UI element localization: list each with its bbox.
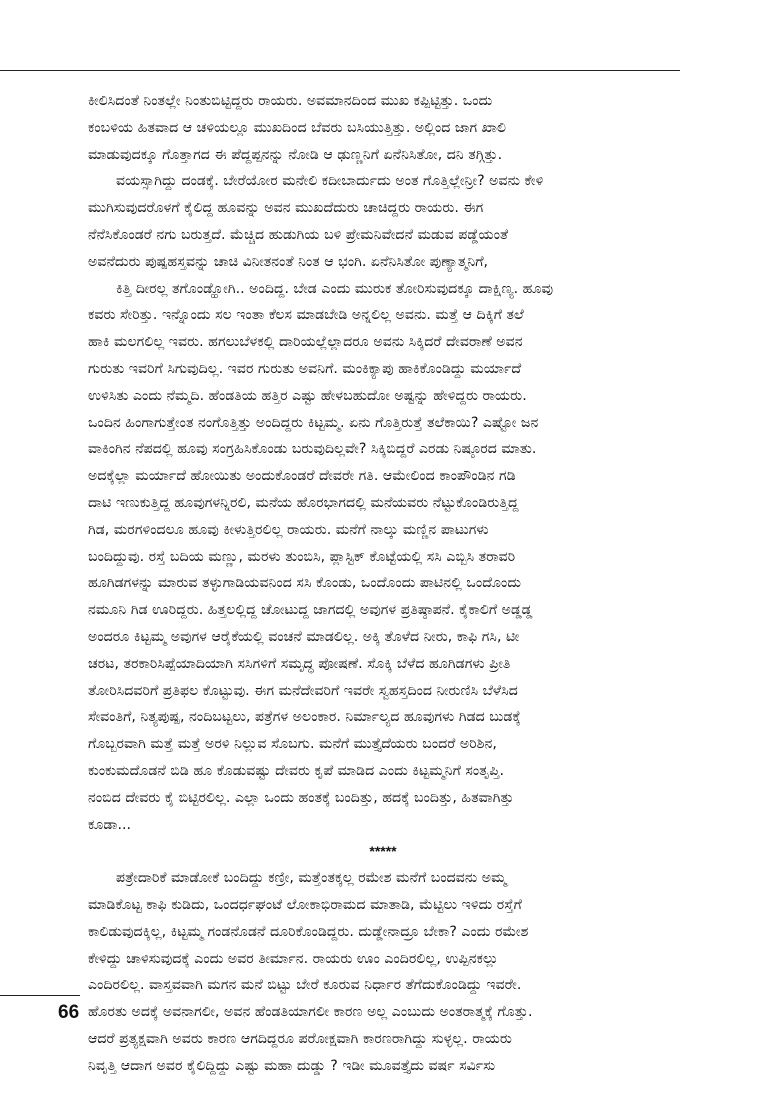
text-line: ಕುಂಕುಮದೊಡನೆ ಬಿಡಿ ಹೂ ಕೊಡುವಷ್ಟು ದೇವರು ಕೃಪೆ ಮಾಡಿದ ಎಂದು ಕಿಟ್ಟಮ್ಮನಿಗೆ ಸಂತೃಪ್ತಿ. (88, 762, 505, 779)
text-line: ತೋರಿಸಿದವರಿಗೆ ಪ್ರತಿಫಲ ಕೊಟ್ಟುವು. ಈಗ ಮನೆದೇವರಿಗೆ ಇವರೇ ಸ್ವಹಸ್ತದಿಂದ ನೀರುಣಿಸಿ ಬೆಳೆಸಿದ (88, 682, 518, 699)
text-line: ಬಂದಿದ್ದುವು. ರಸ್ತೆ ಬದಿಯ ಮಣ್ಣು, ಮರಳು ತುಂಬಿಸಿ, ಪ್ಲಾಸ್ಟಿಕ್ ಕೊಟ್ಟೆಯಲ್ಲಿ ಸಸಿ ಎಬ್ಬಿಸಿ ತರಾವರಿ (88, 548, 516, 565)
text-line: ನೆನೆಸಿಕೊಂಡರೆ ನಗು ಬರುತ್ತದೆ. ಮೆಚ್ಚಿದ ಹುಡುಗಿಯ ಬಳಿ ಪ್ರೇಮನಿವೇದನೆ ಮಡುವ ಪಡ್ಡೆಯಂತೆ (88, 226, 509, 243)
text-line: ಮಾಡುವುದಕ್ಕೂ ಗೊತ್ತಾಗದ ಈ ಪೆದ್ದಪ್ಪನನ್ನು ನೋಡಿ ಆ ಢುಣ್ಣನಿಗೆ ಏನೆನಿಸಿತೋ, ದನಿ ತಗ್ಗಿತ್ತು. (88, 146, 503, 163)
footer-rule (0, 995, 80, 996)
text-line: ನಿವೃತ್ತಿ ಆದಾಗ ಅವರ ಕೈಲಿದ್ದಿದ್ದು ಎಷ್ಟು ಮಹಾ ದುಡ್ಡು ? ಇಡೀ ಮೂವತ್ತೈದು ವರ್ಷ ಸರ್ವಿಸು (88, 1057, 496, 1074)
text-line: ಉಳಿಸಿತು ಎಂದು ನೆಮ್ಮದಿ. ಹೆಂಡತಿಯ ಹತ್ತಿರ ಎಷ್ಟು ಹೇಳಬಹುದೋ ಅಷ್ಟನ್ನು ಹೇಳಿದ್ದರು ರಾಯರು. (88, 387, 527, 404)
text-line: ಚರಟ, ತರಕಾರಿಸಿಪ್ಪೆಯಾದಿಯಾಗಿ ಸಸಿಗಳಿಗೆ ಸಮೃದ್ಧ ಪೋಷಣೆ. ಸೊಕ್ಕಿ ಬೆಳೆದ ಹೂಗಿಡಗಳು ಪ್ರೀತಿ (88, 655, 511, 672)
paragraph (88, 865, 678, 1079)
text-line: ಗೊಬ್ಬರವಾಗಿ ಮತ್ತೆ ಮತ್ತೆ ಅರಳಿ ನಿಲ್ಲುವ ಸೊಬಗು. ಮನೆಗೆ ಮುತ್ತೈದೆಯರು ಬಂದರೆ ಅರಿಶಿನ, (88, 736, 497, 753)
text-line: ಎಂದಿರಲಿಲ್ಲ. ವಾಸ್ತವವಾಗಿ ಮಗನ ಮನೆ ಬಿಟ್ಟು ಬೇರೆ ಕೂರುವ ನಿರ್ಧಾರ ತೆಗೆದುಕೊಂಡಿದ್ದು ಇವರೇ. (88, 977, 522, 994)
page-number: 66 (58, 1002, 80, 1023)
paragraph (88, 276, 678, 839)
text-line: ಮಾಡಿಕೊಟ್ಟ ಕಾಫಿ ಕುಡಿದು, ಒಂದರ್ಧಘಂಟೆ ಲೋಕಾಭಿರಾಮದ ಮಾತಾಡಿ, ಮೆಟ್ಟಿಲು ಇಳಿದು ರಸ್ತೆಗೆ (88, 896, 522, 913)
text-line: ಒಂದಿನ ಹಿಂಗಾಗುತ್ತೇಂತ ನಂಗೊತ್ತಿತ್ತು ಅಂದಿದ್ದರು ಕಿಟ್ಟಮ್ಮ. ಏನು ಗೊತ್ತಿರುತ್ತೆ ತಲೆಕಾಯಿ? ಎಷ್ಟೋ ಜನ (88, 414, 539, 431)
text-line: ಗುರುತು ಇವರಿಗೆ ಸಿಗುವುದಿಲ್ಲ. ಇವರ ಗುರುತು ಅವನಿಗೆ. ಮಂಕಿಕ್ಯಾಪು ಹಾಕಿಕೊಂಡಿದ್ದು ಮರ್ಯಾದೆ (88, 360, 522, 377)
text-line: ಹೊರತು ಅದಕ್ಕೆ ಅವನಾಗಲೀ, ಅವನ ಹೆಂಡತಿಯಾಗಲೀ ಕಾರಣ ಅಲ್ಲ ಎಂಬುದು ಅಂತರಾತ್ಮಕ್ಕೆ ಗೊತ್ತು. (88, 1004, 533, 1021)
text-line: ಅವನೆದುರು ಪುಷ್ಪಹಸ್ತವನ್ನು ಚಾಚಿ ವಿನೀತನಂತೆ ನಿಂತ ಆ ಭಂಗಿ. ಏನೆನಿಸಿತೋ ಪುಣ್ಯಾತ್ಮನಿಗೆ, (88, 253, 489, 270)
text-line: ಹಾಕಿ ಮಲಗಲಿಲ್ಲ ಇವರು. ಹಗಲುಬೆಳಕಲ್ಲಿ ದಾರಿಯಲ್ಲೆಲ್ಲಾದರೂ ಅವನು ಸಿಕ್ಕಿದರೆ ದೇವರಾಣೆ ಅವನ (88, 334, 523, 351)
text-line: ವಯಸ್ಸಾಗಿದ್ದು ದಂಡಕ್ಕೆ. ಬೇರೆಯೋರ ಮನೇಲಿ ಕದೀಬಾರ್ದುದು ಅಂತ ಗೊತ್ತಿಲ್ಲೇನ್ರೀ? ಅವನು ಕೇಳಿ (116, 173, 544, 190)
text-line: ಅಂದರೂ ಕಿಟ್ಟಮ್ಮ ಅವುಗಳ ಆರೈಕೆಯಲ್ಲಿ ವಂಚನೆ ಮಾಡಲಿಲ್ಲ. ಅಕ್ಕಿ ತೊಳೆದ ನೀರು, ಕಾಫಿ ಗಸಿ, ಟೀ (88, 628, 520, 645)
text-line: ಕೂಡಾ... (88, 816, 132, 833)
paragraph (88, 168, 678, 275)
header-rule (0, 70, 680, 71)
text-line: ಪತ್ರೇದಾರಿಕೆ ಮಾಡೋಕೆ ಬಂದಿದ್ದು ಕಣ್ರೀ, ಮತ್ತೆಂತಕ್ಕಲ್ಲ ರಮೇಶ ಮನೆಗೆ ಬಂದವನು ಅಮ್ಮ (116, 870, 507, 887)
text-line: ಹೂಗಿಡಗಳನ್ನು ಮಾರುವ ತಳ್ಳುಗಾಡಿಯವನಿಂದ ಸಸಿ ಕೊಂಡು, ಒಂದೊಂದು ಪಾಟಿನಲ್ಲಿ ಒಂದೊಂದು (88, 575, 521, 592)
text-line: ಕಂಬಳಿಯ ಹಿತವಾದ ಆ ಚಳಿಯಲ್ಲೂ ಮುಖದಿಂದ ಬೆವರು ಬಸಿಯುತ್ತಿತ್ತು. ಅಲ್ಲಿಂದ ಜಾಗ ಖಾಲಿ (88, 119, 507, 136)
text-line: ಕಿತ್ತಿ ದೀರಲ್ಲ ತಗೊಂಡ್ಹೋಗಿ.. ಅಂದಿದ್ದ. ಬೇಡ ಎಂದು ಮುರುಕ ತೋರಿಸುವುದಕ್ಕೂ ದಾಕ್ಷಿಣ್ಯ. ಹೂವು (116, 280, 554, 297)
text-line: ಕವರು ಸೇರಿತ್ತು. ಇನ್ನೊಂದು ಸಲ ಇಂತಾ ಕೆಲಸ ಮಾಡಬೇಡಿ ಅನ್ನಲಿಲ್ಲ ಅವನು. ಮತ್ತೆ ಆ ದಿಕ್ಕಿಗೆ ತಲೆ (88, 307, 524, 324)
text-line: ವಾಕಿಂಗಿನ ನೆಪದಲ್ಲಿ ಹೂವು ಸಂಗ್ರಹಿಸಿಕೊಂಡು ಬರುವುದಿಲ್ಲವೇ? ಸಿಕ್ಕಿಬಿದ್ದರೆ ಎರಡು ನಿಷ್ಠೂರದ ಮಾತು. (88, 441, 537, 458)
paragraph (88, 88, 678, 168)
text-line: ನಂಬಿದ ದೇವರು ಕೈ ಬಿಟ್ಟಿರಲಿಲ್ಲ. ಎಲ್ಲಾ ಒಂದು ಹಂತಕ್ಕೆ ಬಂದಿತ್ತು, ಹದಕ್ಕೆ ಬಂದಿತ್ತು, ಹಿತವಾಗಿತ್ತು (88, 789, 514, 806)
section-separator: ***** (369, 843, 397, 860)
text-line: ದಾಟಿ ಇಣುಕುತ್ತಿದ್ದ ಹೂವುಗಳನ್ನಿರಲಿ, ಮನೆಯ ಹೊರಭಾಗದಲ್ಲಿ ಮನೆಯವರು ನೆಟ್ಟುಕೊಂಡಿರುತ್ತಿದ್ದ (88, 494, 519, 511)
text-line: ಆದರೆ ಪ್ರತ್ಯಕ್ಷವಾಗಿ ಅವರು ಕಾರಣ ಆಗದಿದ್ದರೂ ಪರೋಕ್ಷವಾಗಿ ಕಾರಣರಾಗಿದ್ದು ಸುಳ್ಳಲ್ಲ. ರಾಯರು (88, 1030, 512, 1047)
page-body (88, 88, 678, 1079)
text-line: ಕಾಲಿಡುವುದಕ್ಕಿಲ್ಲ, ಕಿಟ್ಟಮ್ಮ ಗಂಡನೊಡನೆ ದೂರಿಕೊಂಡಿದ್ದರು. ದುಡ್ಡೇನಾದ್ರೂ ಬೇಕಾ? ಎಂದು ರಮೇಶ (88, 923, 529, 940)
text-line: ಕೀಲಿಸಿದಂತೆ ನಿಂತಲ್ಲೇ ನಿಂತುಬಿಟ್ಟಿದ್ದರು ರಾಯರು. ಅವಮಾನದಿಂದ ಮುಖ ಕಪ್ಪಿಟ್ಟಿತ್ತು. ಒಂದು (88, 93, 493, 109)
text-line: ನಮೂನಿ ಗಿಡ ಊರಿದ್ದರು. ಹಿತ್ತಲಲ್ಲಿದ್ದ ಚೋಟುದ್ದ ಜಾಗದಲ್ಲಿ ಅವುಗಳ ಪ್ರತಿಷ್ಠಾಪನೆ. ಕೈಕಾಲಿಗೆ ಅಡ್ಡಡ್ಡ (88, 602, 533, 619)
text-line: ಮುಗಿಸುವುದರೊಳಗೆ ಕೈಲಿದ್ದ ಹೂವನ್ನು ಅವನ ಮುಖದೆದುರು ಚಾಚಿದ್ದರು ರಾಯರು. ಈಗ (88, 200, 484, 217)
text-line: ಅದಕ್ಕೆಲ್ಲಾ ಮರ್ಯಾದೆ ಹೋಯಿತು ಅಂದುಕೊಂಡರೆ ದೇವರೇ ಗತಿ. ಆಮೇಲಿಂದ ಕಾಂಪೌಂಡಿನ ಗಡಿ (88, 468, 516, 485)
text-line: ಕೇಳಿದ್ದು ಚಾಳಿಸುವುದಕ್ಕೆ ಎಂದು ಅವರ ತೀರ್ಮಾನ. ರಾಯರು ಊಂ ಎಂದಿರಲಿಲ್ಲ, ಉಪ್ಪಿನಕಲ್ಲು (88, 950, 499, 967)
text-line: ಸೇವಂತಿಗೆ, ನಿತ್ಯಪುಷ್ಪ, ನಂದಿಬಟ್ಟಲು, ಪತ್ರೆಗಳ ಅಲಂಕಾರ. ನಿರ್ಮಾಲ್ಯದ ಹೂವುಗಳು ಗಿಡದ ಬುಡಕ್ಕೆ (88, 709, 521, 726)
text-line: ಗಿಡ, ಮರಗಳಿಂದಲೂ ಹೂವು ಕೀಳುತ್ತಿರಲಿಲ್ಲ ರಾಯರು. ಮನೆಗೆ ನಾಲ್ಕು ಮಣ್ಣಿನ ಪಾಟುಗಳು (88, 521, 489, 538)
